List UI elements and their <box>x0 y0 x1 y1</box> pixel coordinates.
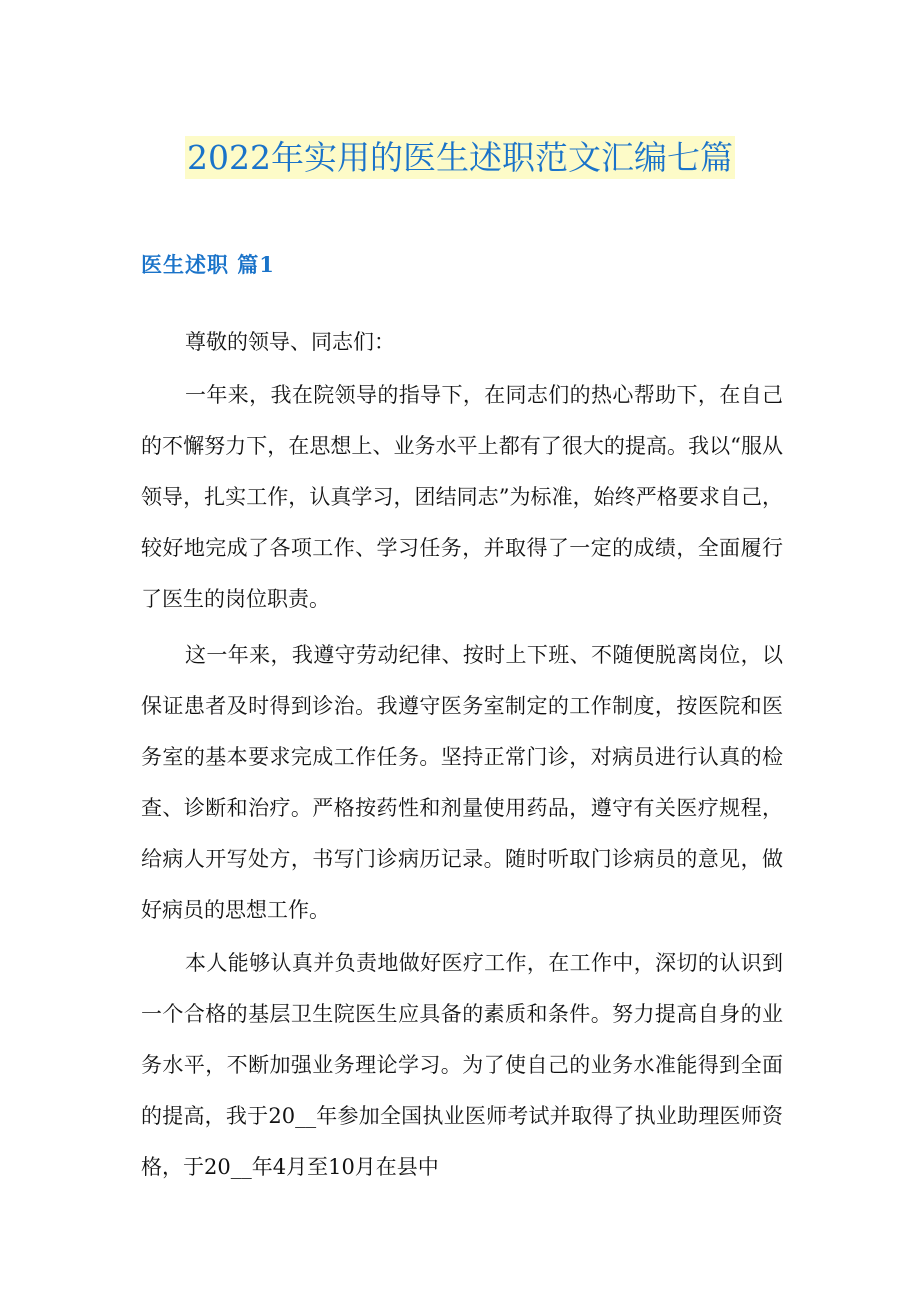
salutation: 尊敬的领导、同志们： <box>185 330 395 354</box>
document-title-text: 2022年实用的医生述职范文汇编七篇 <box>187 138 733 177</box>
paragraph-2: 这一年来，我遵守劳动纪律、按时上下班、不随便脱离岗位，以保证患者及时得到诊治。我遵守医务室制定的工作制度，按医院和医务室的基本要求完成工作任务。坚持正常门诊，对病员进行认真的检查、诊断和治疗。严格按药性和剂量使用药品，遵守有关医疗规程，给病人开写处方，书写门诊病历记录。随时听取门诊病员的意见，做好病员的思想工作。 <box>141 643 783 922</box>
document-title <box>0 134 920 182</box>
section-heading: 医生述职 篇1 <box>141 252 275 277</box>
paragraph-1: 一年来，我在院领导的指导下，在同志们的热心帮助下，在自己的不懈努力下，在思想上、业务水平上都有了很大的提高。我以“服从领导，扎实工作，认真学习，团结同志”为标准，始终严格要求自己，较好地完成了各项工作、学习任务，并取得了一定的成绩，全面履行了医生的岗位职责。 <box>141 383 783 611</box>
paragraph-3: 本人能够认真并负责地做好医疗工作，在工作中，深切的认识到一个合格的基层卫生院医生应具备的素质和条件。努力提高自身的业务水平，不断加强业务理论学习。为了使自己的业务水准能得到全面的提高，我于20__年参加全国执业医师考试并取得了执业助理医师资格，于20__年4月至10月在县中 <box>141 951 783 1179</box>
